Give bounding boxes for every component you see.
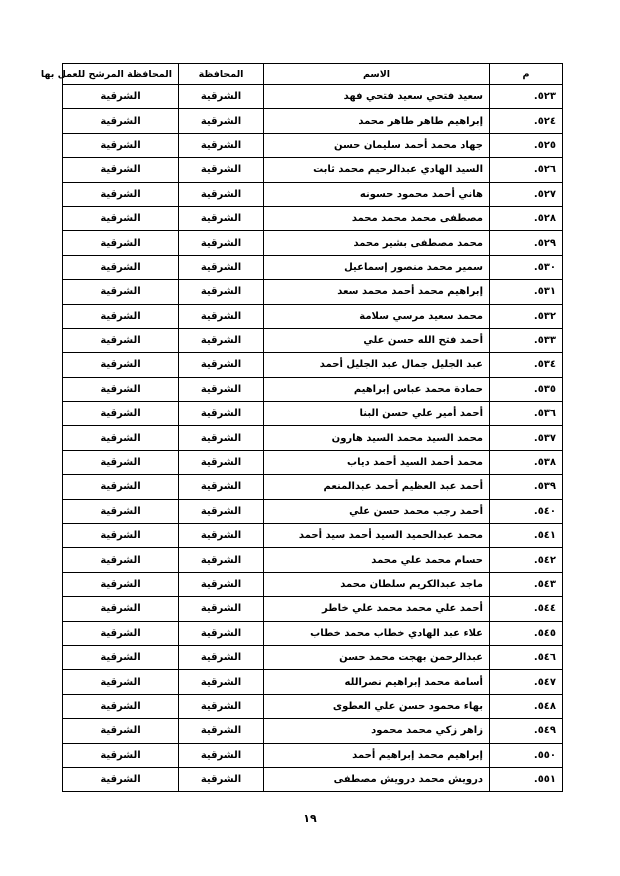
row-governorate: الشرقية [179, 85, 264, 109]
table-row [63, 255, 563, 279]
row-nominated-governorate: الشرقية [63, 670, 179, 694]
row-name: أحمد فتح الله حسن علي [264, 328, 490, 352]
row-number: ٥٤٠. [490, 499, 563, 523]
row-nominated-governorate: الشرقية [63, 85, 179, 109]
row-nominated-governorate: الشرقية [63, 304, 179, 328]
row-name: أحمد علي محمد محمد علي خاطر [264, 597, 490, 621]
row-governorate: الشرقية [179, 524, 264, 548]
row-governorate: الشرقية [179, 133, 264, 157]
header-governorate: المحافظة [179, 64, 264, 85]
row-governorate: الشرقية [179, 206, 264, 230]
table-row [63, 133, 563, 157]
row-name: عبدالرحمن بهجت محمد حسن [264, 645, 490, 669]
table-row [63, 402, 563, 426]
row-nominated-governorate: الشرقية [63, 328, 179, 352]
row-nominated-governorate: الشرقية [63, 475, 179, 499]
row-name: عبد الجليل جمال عبد الجليل أحمد [264, 353, 490, 377]
row-name: أحمد أمير علي حسن البنا [264, 402, 490, 426]
row-name: زاهر زكي محمد محمود [264, 719, 490, 743]
table-row [63, 670, 563, 694]
row-number: ٥٣٧. [490, 426, 563, 450]
row-name: إبراهيم محمد أحمد محمد سعد [264, 280, 490, 304]
row-nominated-governorate: الشرقية [63, 353, 179, 377]
row-name: سعيد فتحي سعيد فتحي فهد [264, 85, 490, 109]
row-governorate: الشرقية [179, 182, 264, 206]
header-num: م [490, 64, 563, 85]
row-name: أحمد رجب محمد حسن علي [264, 499, 490, 523]
table-row [63, 109, 563, 133]
row-nominated-governorate: الشرقية [63, 621, 179, 645]
row-number: ٥٥١. [490, 767, 563, 791]
candidates-table [40, 63, 563, 792]
row-governorate: الشرقية [179, 743, 264, 767]
row-number: ٥٢٨. [490, 206, 563, 230]
row-governorate: الشرقية [179, 621, 264, 645]
row-number: ٥٣٢. [490, 304, 563, 328]
row-governorate: الشرقية [179, 231, 264, 255]
row-number: ٥٣٣. [490, 328, 563, 352]
row-governorate: الشرقية [179, 719, 264, 743]
row-governorate: الشرقية [179, 426, 264, 450]
row-number: ٥٢٦. [490, 158, 563, 182]
row-number: ٥٤٧. [490, 670, 563, 694]
row-name: أسامة محمد إبراهيم نصرالله [264, 670, 490, 694]
row-governorate: الشرقية [179, 304, 264, 328]
row-name: السيد الهادي عبدالرحيم محمد ثابت [264, 158, 490, 182]
row-number: ٥٤٦. [490, 645, 563, 669]
table-body [63, 85, 563, 792]
table-row [63, 743, 563, 767]
row-name: محمد السيد محمد السيد هارون [264, 426, 490, 450]
row-governorate: الشرقية [179, 158, 264, 182]
row-governorate: الشرقية [179, 328, 264, 352]
row-governorate: الشرقية [179, 255, 264, 279]
row-nominated-governorate: الشرقية [63, 524, 179, 548]
row-name: سمير محمد منصور إسماعيل [264, 255, 490, 279]
row-nominated-governorate: الشرقية [63, 719, 179, 743]
table-row [63, 328, 563, 352]
table-row [63, 621, 563, 645]
row-number: ٥٢٩. [490, 231, 563, 255]
row-nominated-governorate: الشرقية [63, 255, 179, 279]
row-name: جهاد محمد أحمد سليمان حسن [264, 133, 490, 157]
header-nominated-governorate: المحافظة المرشح للعمل بها [63, 64, 179, 85]
document-page [40, 63, 562, 792]
row-nominated-governorate: الشرقية [63, 597, 179, 621]
table-row [63, 597, 563, 621]
row-governorate: الشرقية [179, 280, 264, 304]
row-governorate: الشرقية [179, 353, 264, 377]
row-number: ٥٣٩. [490, 475, 563, 499]
row-nominated-governorate: الشرقية [63, 499, 179, 523]
row-name: ماجد عبدالكريم سلطان محمد [264, 572, 490, 596]
row-name: محمد أحمد السيد أحمد دياب [264, 450, 490, 474]
row-nominated-governorate: الشرقية [63, 133, 179, 157]
table-row [63, 280, 563, 304]
row-nominated-governorate: الشرقية [63, 206, 179, 230]
row-number: ٥٢٥. [490, 133, 563, 157]
row-name: أحمد عبد العظيم أحمد عبدالمنعم [264, 475, 490, 499]
table-row [63, 231, 563, 255]
row-governorate: الشرقية [179, 597, 264, 621]
row-number: ٥٢٤. [490, 109, 563, 133]
row-name: حسام محمد علي محمد [264, 548, 490, 572]
row-name: إبراهيم محمد إبراهيم أحمد [264, 743, 490, 767]
row-number: ٥٤٨. [490, 694, 563, 718]
row-name: حمادة محمد عباس إبراهيم [264, 377, 490, 401]
row-nominated-governorate: الشرقية [63, 572, 179, 596]
row-number: ٥٣٨. [490, 450, 563, 474]
table-row [63, 353, 563, 377]
row-nominated-governorate: الشرقية [63, 231, 179, 255]
row-name: محمد مصطفى بشير محمد [264, 231, 490, 255]
row-number: ٥٥٠. [490, 743, 563, 767]
row-number: ٥٤٢. [490, 548, 563, 572]
table-row [63, 572, 563, 596]
table-row [63, 426, 563, 450]
row-governorate: الشرقية [179, 548, 264, 572]
table-row [63, 304, 563, 328]
row-nominated-governorate: الشرقية [63, 377, 179, 401]
row-nominated-governorate: الشرقية [63, 767, 179, 791]
row-number: ٥٤٣. [490, 572, 563, 596]
row-governorate: الشرقية [179, 670, 264, 694]
row-name: علاء عبد الهادي خطاب محمد خطاب [264, 621, 490, 645]
table-row [63, 377, 563, 401]
row-nominated-governorate: الشرقية [63, 743, 179, 767]
row-name: مصطفى محمد محمد محمد [264, 206, 490, 230]
table-row [63, 548, 563, 572]
table-row [63, 475, 563, 499]
row-number: ٥٤٩. [490, 719, 563, 743]
table-row [63, 206, 563, 230]
table-row [63, 450, 563, 474]
row-name: إبراهيم طاهر طاهر محمد [264, 109, 490, 133]
row-nominated-governorate: الشرقية [63, 158, 179, 182]
row-number: ٥٣٤. [490, 353, 563, 377]
row-governorate: الشرقية [179, 645, 264, 669]
table-header [40, 64, 563, 85]
row-nominated-governorate: الشرقية [63, 182, 179, 206]
row-number: ٥٤٤. [490, 597, 563, 621]
page-number: ١٩ [303, 812, 317, 825]
row-nominated-governorate: الشرقية [63, 402, 179, 426]
row-governorate: الشرقية [179, 109, 264, 133]
row-number: ٥٢٣. [490, 85, 563, 109]
table-row [63, 85, 563, 109]
row-nominated-governorate: الشرقية [63, 109, 179, 133]
row-number: ٥٣١. [490, 280, 563, 304]
row-nominated-governorate: الشرقية [63, 548, 179, 572]
header-name: الاسم [264, 64, 490, 85]
row-name: محمد سعيد مرسي سلامة [264, 304, 490, 328]
row-name: بهاء محمود حسن علي العطوى [264, 694, 490, 718]
row-governorate: الشرقية [179, 402, 264, 426]
row-nominated-governorate: الشرقية [63, 426, 179, 450]
row-governorate: الشرقية [179, 694, 264, 718]
row-number: ٥٢٧. [490, 182, 563, 206]
row-number: ٥٣٦. [490, 402, 563, 426]
row-number: ٥٣٥. [490, 377, 563, 401]
row-number: ٥٤١. [490, 524, 563, 548]
row-governorate: الشرقية [179, 767, 264, 791]
table-row [63, 694, 563, 718]
row-governorate: الشرقية [179, 499, 264, 523]
row-nominated-governorate: الشرقية [63, 450, 179, 474]
table-row [63, 499, 563, 523]
table-row [63, 645, 563, 669]
row-nominated-governorate: الشرقية [63, 280, 179, 304]
row-governorate: الشرقية [179, 475, 264, 499]
row-governorate: الشرقية [179, 377, 264, 401]
table-row [63, 719, 563, 743]
row-number: ٥٤٥. [490, 621, 563, 645]
table-row [63, 524, 563, 548]
row-name: درويش محمد درويش مصطفى [264, 767, 490, 791]
row-number: ٥٣٠. [490, 255, 563, 279]
row-name: محمد عبدالحميد السيد أحمد سيد أحمد [264, 524, 490, 548]
table-row [63, 158, 563, 182]
row-governorate: الشرقية [179, 572, 264, 596]
table-row [63, 182, 563, 206]
header-row [63, 64, 563, 85]
row-governorate: الشرقية [179, 450, 264, 474]
row-nominated-governorate: الشرقية [63, 645, 179, 669]
table-row [63, 767, 563, 791]
row-name: هاني أحمد محمود حسونه [264, 182, 490, 206]
row-nominated-governorate: الشرقية [63, 694, 179, 718]
